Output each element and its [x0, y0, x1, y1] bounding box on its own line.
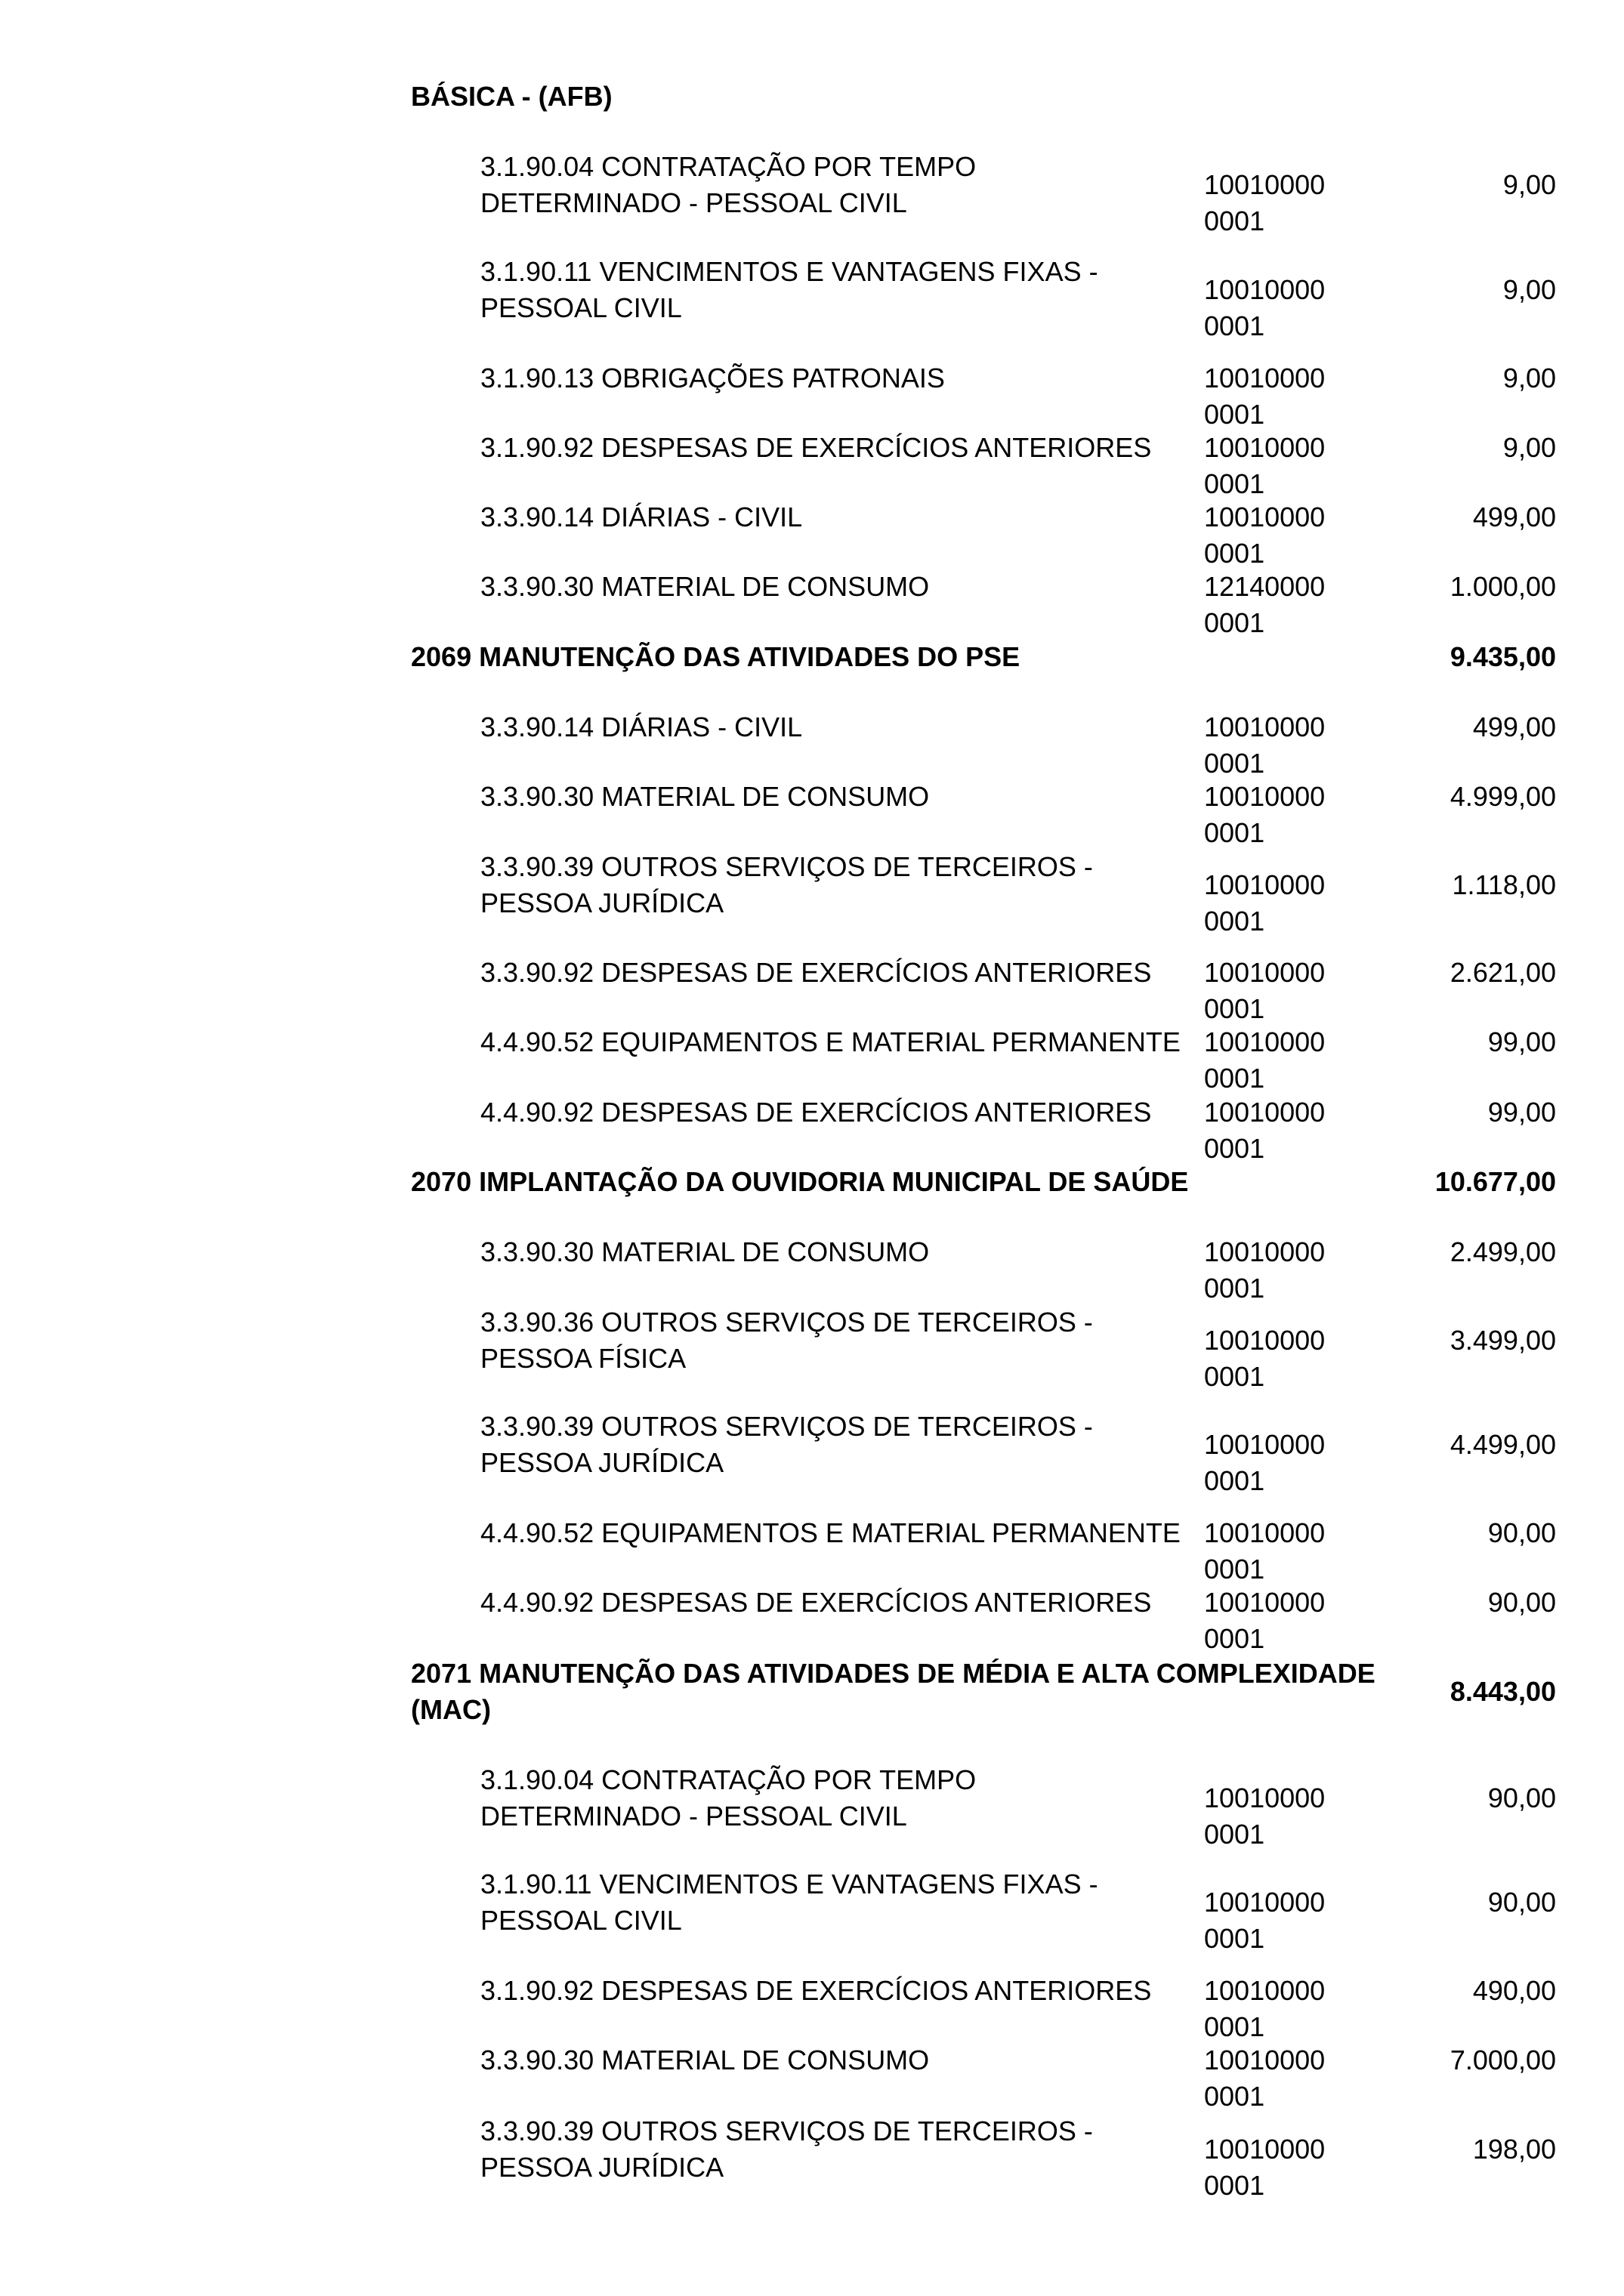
expense-row	[0, 1024, 1624, 1094]
funding-source: 10010000 0001	[1204, 781, 1326, 848]
funding-source: 12140000 0001	[1204, 571, 1326, 638]
expense-amount: 490,00	[1472, 1975, 1556, 2006]
expense-description: 3.1.90.04 CONTRATAÇÃO POR TEMPO DETERMINADO - PESSOAL CIVIL	[480, 151, 977, 218]
funding-source: 10010000 0001	[1204, 169, 1326, 236]
action-title: 2071 MANUTENÇÃO DAS ATIVIDADES DE MÉDIA E ALTA COMPLEXIDADE (MAC)	[411, 1658, 1375, 1725]
action-total: 8.443,00	[1450, 1676, 1556, 1707]
action-total: 10.677,00	[1434, 1166, 1556, 1197]
expense-amount: 90,00	[1487, 1887, 1556, 1918]
action-title: 2070 IMPLANTAÇÃO DA OUVIDORIA MUNICIPAL DE SAÚDE	[411, 1166, 1189, 1197]
expense-row	[0, 1762, 1624, 1850]
expense-description: 3.3.90.36 OUTROS SERVIÇOS DE TERCEIROS - PESSOA FÍSICA	[480, 1307, 1093, 1374]
expense-description: 3.3.90.39 OUTROS SERVIÇOS DE TERCEIROS - PESSOA JURÍDICA	[480, 851, 1093, 918]
expense-amount: 90,00	[1487, 1782, 1556, 1813]
expense-description: 3.1.90.11 VENCIMENTOS E VANTAGENS FIXAS - PESSOAL CIVIL	[480, 256, 1098, 323]
expense-row	[0, 955, 1624, 1024]
funding-source: 10010000 0001	[1204, 274, 1326, 341]
expense-description: 4.4.90.52 EQUIPAMENTOS E MATERIAL PERMANENTE	[480, 1517, 1181, 1548]
expense-row	[0, 1094, 1624, 1164]
expense-amount: 9,00	[1502, 432, 1556, 463]
expense-row	[0, 360, 1624, 430]
expense-description: 3.1.90.04 CONTRATAÇÃO POR TEMPO DETERMINADO - PESSOAL CIVIL	[480, 1764, 977, 1832]
funding-source: 10010000 0001	[1204, 711, 1326, 779]
expense-row	[0, 2113, 1624, 2201]
expense-row	[0, 149, 1624, 236]
funding-source: 10010000 0001	[1204, 1975, 1326, 2042]
funding-source: 10010000 0001	[1204, 363, 1326, 430]
expense-row	[0, 2042, 1624, 2112]
action-row	[0, 639, 1624, 675]
expense-amount: 90,00	[1487, 1517, 1556, 1548]
expense-row	[0, 1585, 1624, 1654]
funding-source: 10010000 0001	[1204, 2134, 1326, 2201]
expense-description: 3.1.90.11 VENCIMENTOS E VANTAGENS FIXAS - PESSOAL CIVIL	[480, 1869, 1098, 1936]
expense-row	[0, 779, 1624, 848]
expense-amount: 99,00	[1487, 1026, 1556, 1057]
expense-description: 3.3.90.30 MATERIAL DE CONSUMO	[480, 571, 930, 602]
funding-source: 10010000 0001	[1204, 501, 1326, 569]
funding-source: 10010000 0001	[1204, 1782, 1326, 1850]
expense-amount: 9,00	[1502, 363, 1556, 393]
action-title: 2069 MANUTENÇÃO DAS ATIVIDADES DO PSE	[411, 641, 1020, 672]
expense-description: 3.3.90.39 OUTROS SERVIÇOS DE TERCEIROS - PESSOA JURÍDICA	[480, 2115, 1093, 2183]
expense-amount: 3.499,00	[1450, 1325, 1556, 1356]
expense-amount: 4.499,00	[1450, 1429, 1556, 1460]
funding-source: 10010000 0001	[1204, 2044, 1326, 2112]
expense-row	[0, 709, 1624, 779]
expense-row	[0, 1234, 1624, 1304]
funding-source: 10010000 0001	[1204, 1887, 1326, 1954]
funding-source: 10010000 0001	[1204, 432, 1326, 499]
expense-amount: 99,00	[1487, 1097, 1556, 1128]
action-row	[0, 1164, 1624, 1200]
expense-row	[0, 849, 1624, 937]
funding-source: 10010000 0001	[1204, 1026, 1326, 1094]
funding-source: 10010000 0001	[1204, 1587, 1326, 1654]
funding-source: 10010000 0001	[1204, 1236, 1326, 1304]
expense-row	[0, 499, 1624, 569]
expense-row	[0, 569, 1624, 638]
expense-row	[0, 430, 1624, 499]
expense-amount: 1.000,00	[1450, 571, 1556, 602]
expense-description: 4.4.90.92 DESPESAS DE EXERCÍCIOS ANTERIORES	[480, 1587, 1152, 1618]
action-total: 9.435,00	[1450, 641, 1556, 672]
expense-description: 3.3.90.14 DIÁRIAS - CIVIL	[480, 501, 803, 532]
expense-amount: 1.118,00	[1452, 869, 1556, 900]
expense-description: 3.1.90.92 DESPESAS DE EXERCÍCIOS ANTERIORES	[480, 432, 1152, 463]
expense-row	[0, 1304, 1624, 1392]
expense-description: 3.3.90.92 DESPESAS DE EXERCÍCIOS ANTERIORES	[480, 957, 1152, 988]
expense-description: 4.4.90.52 EQUIPAMENTOS E MATERIAL PERMANENTE	[480, 1026, 1181, 1057]
expense-amount: 7.000,00	[1450, 2044, 1556, 2075]
funding-source: 10010000 0001	[1204, 1429, 1326, 1496]
expense-description: 3.3.90.30 MATERIAL DE CONSUMO	[480, 781, 930, 812]
action-row	[0, 1656, 1624, 1728]
funding-source: 10010000 0001	[1204, 1325, 1326, 1392]
funding-source: 10010000 0001	[1204, 957, 1326, 1024]
expense-amount: 198,00	[1472, 2134, 1556, 2165]
expense-row	[0, 1973, 1624, 2042]
funding-source: 10010000 0001	[1204, 869, 1326, 937]
expense-amount: 90,00	[1487, 1587, 1556, 1618]
expense-description: 3.3.90.14 DIÁRIAS - CIVIL	[480, 711, 803, 742]
expense-description: 3.3.90.30 MATERIAL DE CONSUMO	[480, 2044, 930, 2075]
expense-description: 3.1.90.92 DESPESAS DE EXERCÍCIOS ANTERIORES	[480, 1975, 1152, 2006]
section-header: BÁSICA - (AFB)	[411, 81, 613, 112]
expense-amount: 499,00	[1472, 501, 1556, 532]
expense-amount: 4.999,00	[1450, 781, 1556, 812]
expense-amount: 9,00	[1502, 169, 1556, 200]
expense-amount: 2.499,00	[1450, 1236, 1556, 1267]
expense-amount: 2.621,00	[1450, 957, 1556, 988]
funding-source: 10010000 0001	[1204, 1517, 1326, 1585]
expense-amount: 9,00	[1502, 274, 1556, 305]
expense-row	[0, 1515, 1624, 1585]
expense-row	[0, 1866, 1624, 1954]
expense-description: 4.4.90.92 DESPESAS DE EXERCÍCIOS ANTERIORES	[480, 1097, 1152, 1128]
expense-description: 3.3.90.30 MATERIAL DE CONSUMO	[480, 1236, 930, 1267]
expense-row	[0, 1409, 1624, 1496]
expense-amount: 499,00	[1472, 711, 1556, 742]
expense-description: 3.3.90.39 OUTROS SERVIÇOS DE TERCEIROS - PESSOA JURÍDICA	[480, 1411, 1093, 1478]
expense-row	[0, 254, 1624, 341]
funding-source: 10010000 0001	[1204, 1097, 1326, 1164]
expense-description: 3.1.90.13 OBRIGAÇÕES PATRONAIS	[480, 363, 945, 393]
